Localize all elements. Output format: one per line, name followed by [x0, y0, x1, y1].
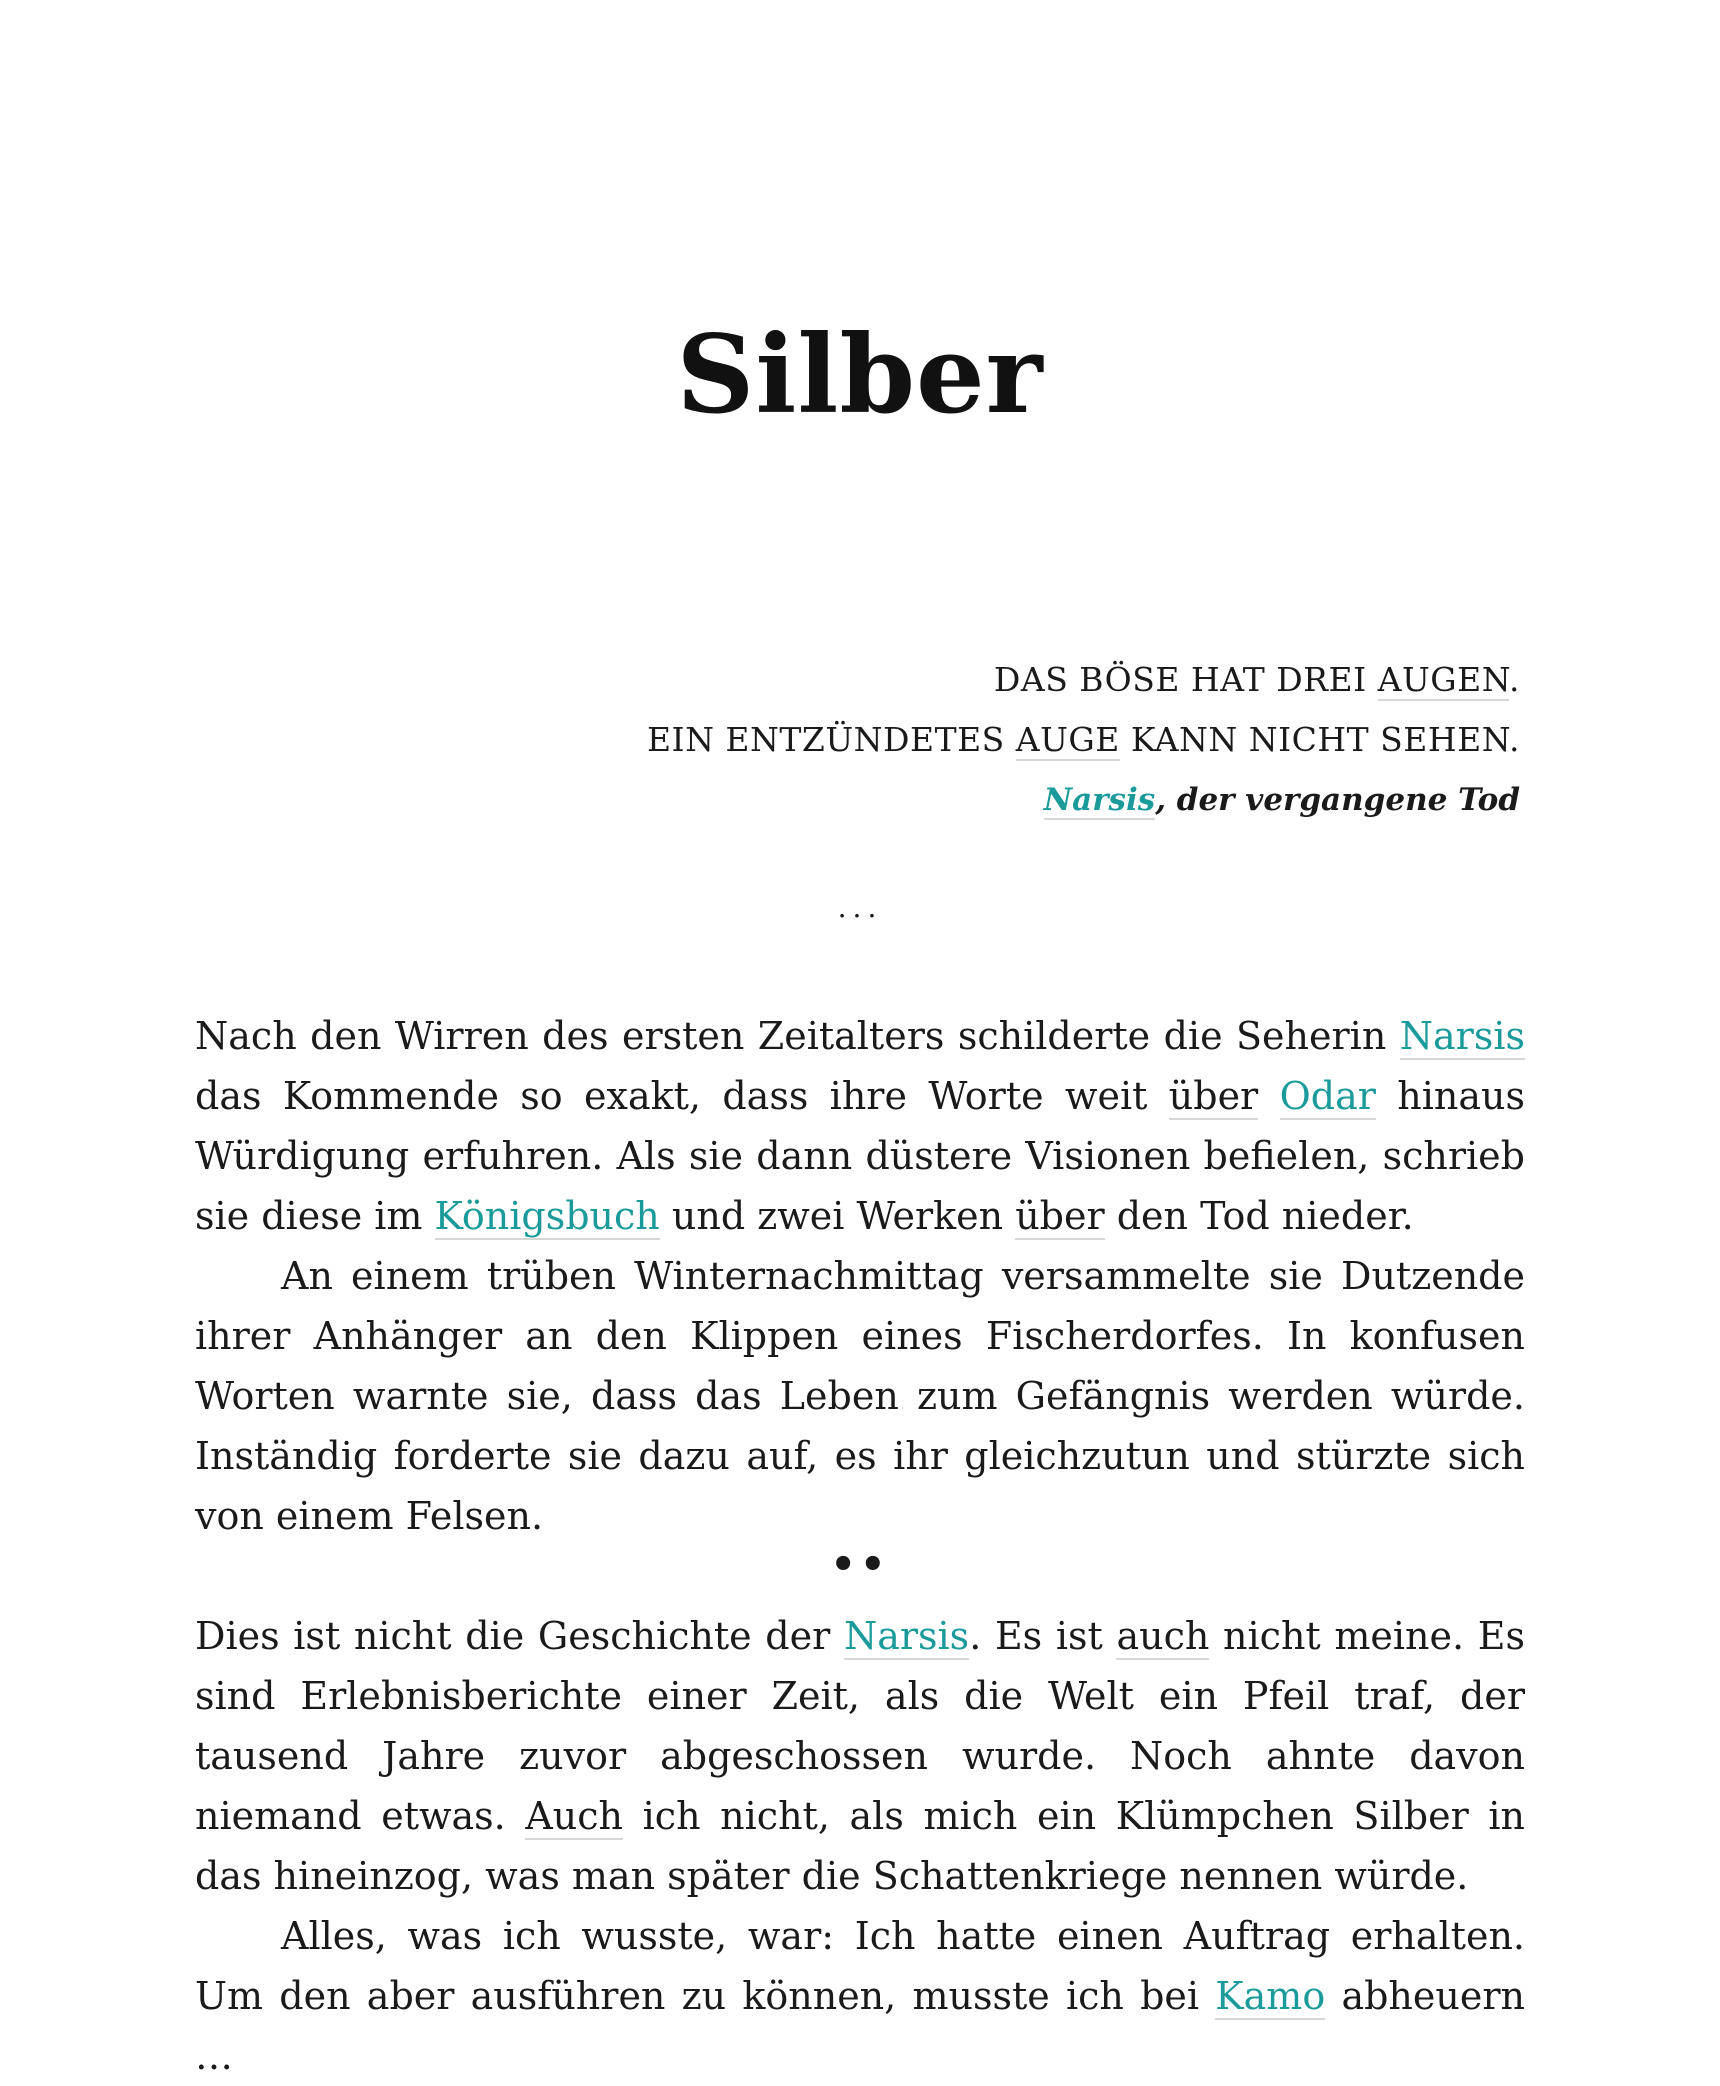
paragraph-text: und zwei Werken [659, 1194, 1016, 1238]
epigraph-source [520, 770, 1520, 830]
glossary-link-augen[interactable]: AUGEN [1377, 660, 1509, 699]
paragraph-text: abheuern … [195, 1974, 1525, 2078]
paragraph-text: . Es ist [969, 1614, 1117, 1658]
paragraph-text: den Tod nieder. [1104, 1194, 1414, 1238]
section-1 [195, 1006, 1525, 1546]
paragraph: An einem trüben Winternachmittag versammelte sie Dutzende ihrer Anhänger an den Klippen eines Fischerdorfes. In konfusen Worten warnte sie, dass das Leben zum Gefängnis werden würde. Inständig forderte sie dazu auf, es ihr gleichzutun und stürzte sich von einem Felsen. [195, 1254, 1525, 1538]
epigraph-line-2 [520, 710, 1520, 770]
paragraph-text: Alles, was ich wusste, war: Ich hatte einen Auftrag erhalten. Um den aber ausführen zu können, musste ich bei [195, 1914, 1525, 2018]
link-narsis[interactable]: Narsis [843, 1614, 970, 1658]
paragraph-text: das Kommende so exakt, dass ihre Worte weit [195, 1074, 1169, 1118]
link-konigsbuch[interactable]: Königsbuch [434, 1194, 660, 1238]
glossary-link-auch[interactable]: auch [1116, 1614, 1210, 1658]
paragraph-text: hinaus Würdigung erfuhren. Als sie dann düstere Visionen befielen, schrieb sie diese im [195, 1074, 1525, 1238]
link-narsis[interactable]: Narsis [1043, 782, 1156, 818]
link-odar[interactable]: Odar [1279, 1074, 1376, 1118]
section-2 [195, 1606, 1525, 2086]
paragraph-text: ich nicht, als mich ein Klümpchen Silber in das hineinzog, was man später die Schattenkriege nennen würde. [195, 1794, 1525, 1898]
paragraph-text: Nach den Wirren des ersten Zeitalters schilderte die Seherin [195, 1014, 1400, 1058]
epigraph-text: EIN ENTZÜNDETES [646, 720, 1016, 759]
glossary-link-uber[interactable]: über [1015, 1194, 1105, 1238]
epigraph [520, 650, 1520, 830]
epigraph-text: KANN NICHT SEHEN. [1119, 720, 1520, 759]
glossary-link-auge[interactable]: AUGE [1015, 720, 1120, 759]
chapter-title: Silber [676, 312, 1044, 438]
link-narsis[interactable]: Narsis [1399, 1014, 1525, 1058]
glossary-link-auch[interactable]: Auch [525, 1794, 624, 1838]
paragraph-text: nicht meine. Es sind Erlebnisberichte einer Zeit, als die Welt ein Pfeil traf, der tausend Jahre zuvor abgeschossen wurde. Noch ahnte davon niemand etwas. [195, 1614, 1525, 1838]
paragraph-text: Dies ist nicht die Geschichte der [195, 1614, 844, 1658]
paragraph [195, 1006, 1525, 1246]
paragraph-text [1258, 1074, 1279, 1118]
link-kamo[interactable]: Kamo [1215, 1974, 1326, 2018]
epigraph-source-text: , der vergangene Tod [1155, 782, 1520, 818]
glossary-link-uber[interactable]: über [1168, 1074, 1259, 1118]
section-separator-bullets: •• [830, 1541, 890, 1588]
epigraph-text: DAS BÖSE HAT DREI [993, 660, 1378, 699]
epigraph-line-1 [520, 650, 1520, 710]
epigraph-text: . [1509, 660, 1520, 699]
section-separator-dots: ... [837, 891, 883, 924]
paragraph [195, 1906, 1525, 2086]
paragraph [195, 1606, 1525, 1906]
